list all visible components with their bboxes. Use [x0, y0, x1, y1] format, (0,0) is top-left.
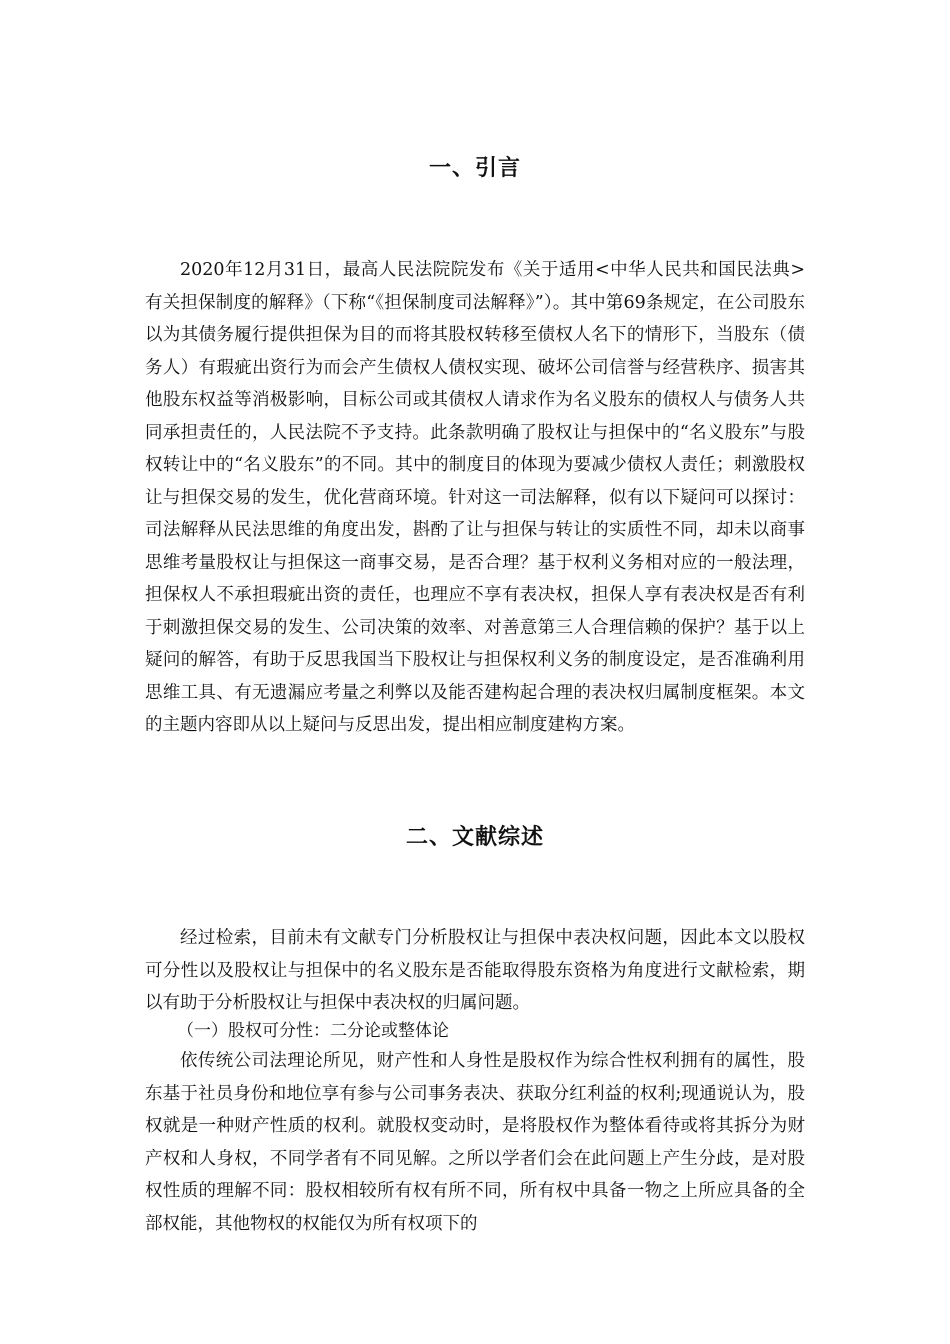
paragraph-equity-divisibility: 依传统公司法理论所见，财产性和人身性是股权作为综合性权利拥有的属性，股东基于社员身份和地位享有参与公司事务表决、获取分红利益的权利;现通说认为，股权就是一种财产性质的权利。就股权变动时，是将股权作为整体看待或将其拆分为财产权和人身权，不同学者有不同见解。之所以学者们会在此问题上产生分歧，是对股权性质的理解不同：股权相较所有权有所不同，所有权中具备一物之上所应具备的全部权能，其他物权的权能仅为所有权项下的	[145, 1051, 805, 1234]
paragraph-literature-review-intro: 经过检索，目前未有文献专门分析股权让与担保中表决权问题，因此本文以股权可分性以及股权让与担保中的名义股东是否能取得股东资格为角度进行文献检索，期以有助于分析股权让与担保中表决权的归属问题。	[145, 928, 805, 1013]
paragraph-introduction: 2020年12月31日，最高人民法院院发布《关于适用<中华人民共和国民法典>有关担保制度的解释》（下称“《担保制度司法解释》”）。其中第69条规定，在公司股东以为其债务履行提供担保为目的而将其股权转移至债权人名下的情形下，当股东（债务人）有瑕疵出资行为而会产生债权人债权实现、破坏公司信誉与经营秩序、损害其他股东权益等消极影响，目标公司或其债权人请求作为名义股东的债权人与债务人共同承担责任的，人民法院不予支持。此条款明确了股权让与担保中的“名义股东”与股权转让中的“名义股东”的不同。其中的制度目的体现为要减少债权人责任；刺激股权让与担保交易的发生，优化营商环境。针对这一司法解释，似有以下疑问可以探讨：司法解释从民法思维的角度出发，斟酌了让与担保与转让的实质性不同，却未以商事思维考量股权让与担保这一商事交易，是否合理？基于权利义务相对应的一般法理，担保权人不承担瑕疵出资的责任，也理应不享有表决权，担保人享有表决权是否有利于刺激担保交易的发生、公司决策的效率、对善意第三人合理信赖的保护？基于以上疑问的解答，有助于反思我国当下股权让与担保权利义务的制度设定，是否准确利用思维工具、有无遗漏应考量之利弊以及能否建构起合理的表决权归属制度框架。本文的主题内容即从以上疑问与反思出发，提出相应制度建构方案。	[145, 260, 805, 735]
section-heading-introduction: 一、引言	[428, 156, 521, 181]
section-heading-literature-review: 二、文献综述	[405, 825, 544, 850]
subsection-heading-equity-divisibility: （一）股权可分性：二分论或整体论	[177, 1021, 449, 1041]
